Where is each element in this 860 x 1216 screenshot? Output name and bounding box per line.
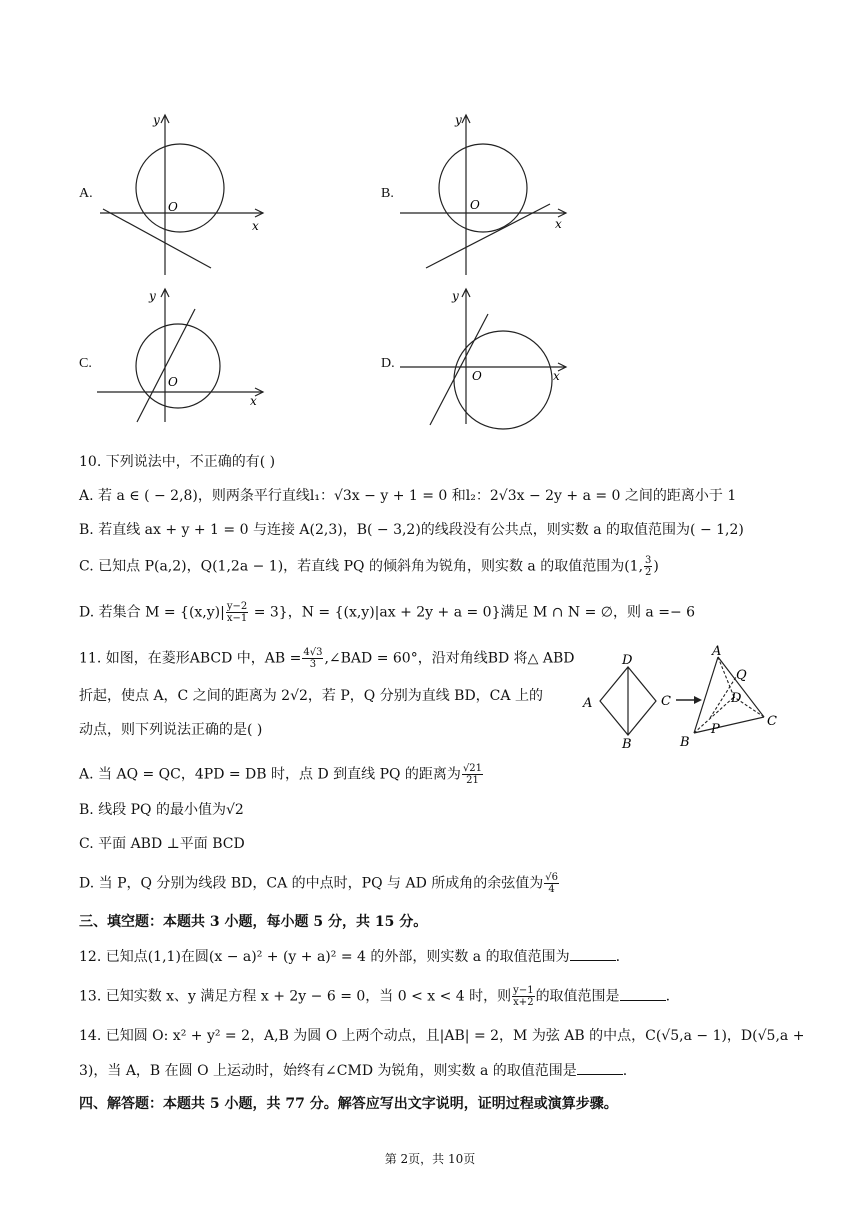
tetra-label-b: B: [680, 735, 690, 750]
x-axis-label: x: [250, 394, 257, 408]
period: .: [665, 988, 671, 1005]
fraction-denominator: 2: [645, 567, 652, 578]
q13-text: 13. 已知实数 x、y 满足方程 x + 2y − 6 = 0，当 0 < x < 4 时，则: [79, 988, 512, 1005]
fraction-numerator: 4√3: [303, 647, 323, 658]
tetra-label-c: C: [767, 714, 777, 729]
fraction: [226, 601, 248, 624]
rhombus-label-c: C: [661, 694, 671, 709]
figure-option-a: [95, 110, 270, 284]
q11-option-a: [79, 763, 484, 786]
option-d-label: D.: [381, 356, 395, 371]
answer-blank: [620, 986, 666, 1001]
fraction-numerator: √21: [462, 763, 483, 774]
answer-blank: [577, 1060, 623, 1075]
rhombus-label-b: B: [622, 737, 632, 752]
origin-label: O: [472, 369, 482, 383]
fraction: [544, 872, 559, 895]
origin-label: O: [168, 375, 178, 389]
x-axis-label: x: [555, 217, 562, 231]
rhombus-label-d: D: [622, 653, 633, 668]
section-3-heading: 三、填空题：本题共 3 小题，每小题 5 分，共 15 分。: [79, 914, 428, 930]
q11-option-c: C. 平面 ABD ⊥平面 BCD: [79, 836, 245, 852]
fraction-denominator: x−1: [226, 613, 248, 624]
y-axis-label: y: [153, 113, 160, 127]
q12-text: 12. 已知点(1,1)在圆(x − a)² + (y + a)² = 4 的外部，则实数 a 的取值范围为: [79, 949, 570, 965]
fraction-numerator: y−1: [513, 985, 534, 996]
q10-option-c-close: ): [653, 558, 659, 575]
origin-label: O: [168, 200, 178, 214]
fraction-numerator: 3: [645, 555, 652, 566]
option-c-label: C.: [79, 356, 92, 371]
q10-option-d-tail: = 3}，N = {(x,y)|ax + 2y + a = 0}满足 M ∩ N = ∅，则 a =− 6: [249, 604, 696, 621]
q14-line-2: [79, 1060, 627, 1081]
fraction: [512, 985, 534, 1008]
q13: [79, 985, 670, 1008]
figure-option-d: [398, 284, 573, 438]
q11-line-2: 折起，使点 A，C 之间的距离为 2√2，若 P，Q 分别为直线 BD，CA 上的: [79, 688, 543, 704]
y-axis-label: y: [455, 113, 462, 127]
q11-text-tail: ,∠BAD = 60°，沿对角线BD 将△ ABD: [324, 650, 575, 667]
y-axis-label: y: [452, 289, 459, 303]
origin-label: O: [470, 198, 480, 212]
q10-option-a: A. 若 a ∈ ( − 2,8)，则两条平行直线l₁：√3x − y + 1 = 0 和l₂：2√3x − 2y + a = 0 之间的距离小于 1: [79, 488, 737, 504]
period: .: [615, 949, 621, 965]
q12: [79, 946, 620, 967]
fraction: [462, 763, 483, 786]
fraction: [302, 647, 323, 670]
q10-option-c-text: C. 已知点 P(a,2)，Q(1,2a − 1)，若直线 PQ 的倾斜角为锐角，则实数 a 的取值范围为(1,: [79, 558, 644, 575]
q10-option-d: [79, 601, 695, 624]
q10-option-c: [79, 555, 659, 578]
fraction-numerator: y−2: [226, 601, 248, 612]
q11-option-d-text: D. 当 P，Q 分别为线段 BD，CA 的中点时，PQ 与 AD 所成角的余弦值为: [79, 875, 544, 892]
q14-line-1: 14. 已知圆 O: x² + y² = 2，A,B 为圆 O 上两个动点，且|AB| = 2，M 为弦 AB 的中点，C(√5,a − 1)，D(√5,a +: [79, 1028, 805, 1044]
figure-option-b: [398, 110, 573, 284]
q14-text: 3)，当 A，B 在圆 O 上运动时，始终有∠CMD 为锐角，则实数 a 的取值范围是: [79, 1063, 577, 1079]
fraction-denominator: 21: [466, 775, 479, 786]
answer-blank: [570, 946, 616, 961]
fraction-denominator: x+2: [513, 997, 534, 1008]
tetra-label-a: A: [712, 644, 722, 659]
q11-line-1: [79, 647, 575, 670]
q11-option-b: B. 线段 PQ 的最小值为√2: [79, 802, 244, 818]
q11-option-a-text: A. 当 AQ = QC，4PD = DB 时，点 D 到直线 PQ 的距离为: [79, 766, 461, 783]
option-b-label: B.: [381, 186, 394, 201]
fraction-numerator: √6: [545, 872, 558, 883]
fraction-denominator: 3: [309, 659, 317, 670]
q10-option-d-text: D. 若集合 M = {(x,y)|: [79, 604, 225, 621]
figure-option-c: [95, 284, 270, 428]
q13-text-tail: 的取值范围是: [535, 988, 620, 1005]
q10-option-b: B. 若直线 ax + y + 1 = 0 与连接 A(2,3)，B( − 3,2)的线段没有公共点，则实数 a 的取值范围为( − 1,2): [79, 522, 744, 538]
tetra-label-p: P: [711, 722, 720, 737]
x-axis-label: x: [553, 369, 560, 383]
q11-figure: [578, 645, 788, 754]
section-4-heading: 四、解答题：本题共 5 小题，共 77 分。解答应写出文字说明，证明过程或演算步骤。: [79, 1096, 618, 1112]
fraction: [644, 555, 652, 578]
fraction-denominator: 4: [548, 884, 555, 895]
x-axis-label: x: [252, 219, 259, 233]
option-a-label: A.: [79, 186, 93, 201]
page-footer: 第 2页，共 10页: [384, 1152, 476, 1166]
rhombus-label-a: A: [583, 696, 593, 711]
q11-text: 11. 如图，在菱形ABCD 中，AB =: [79, 650, 302, 667]
period: .: [622, 1063, 628, 1079]
q11-option-d: [79, 872, 560, 895]
q11-line-3: 动点，则下列说法正确的是( ): [79, 722, 263, 738]
q10-stem: 10. 下列说法中，不正确的有( ): [79, 454, 276, 470]
tetra-label-q: Q: [736, 668, 747, 683]
tetra-label-d: D: [731, 691, 742, 706]
y-axis-label: y: [149, 289, 156, 303]
